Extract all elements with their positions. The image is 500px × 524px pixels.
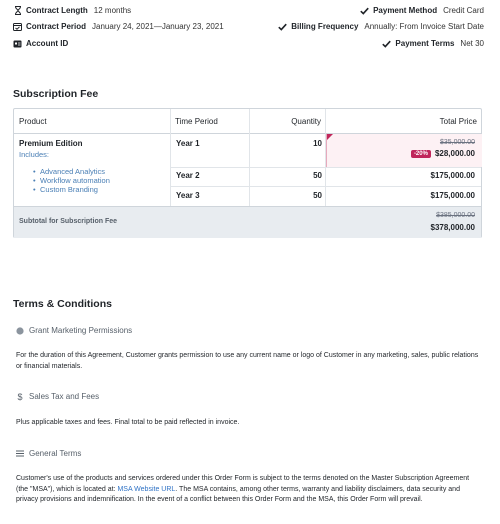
check-icon [360,6,369,15]
row-2-quantity: 50 [313,171,322,180]
discount-indicator [327,134,333,140]
contract-period-row [13,22,224,31]
payment-terms-value: Net 30 [460,39,484,48]
sales-tax-title: Sales Tax and Fees [29,392,100,401]
sales-tax-text: Plus applicable taxes and fees. Final total to be paid reflected in invoice. [16,419,240,426]
contract-length-row [13,6,131,15]
include-item: • Workflow automation [40,176,110,185]
column-header-product: Product [19,109,171,134]
contract-length-label: Contract Length [26,6,88,15]
discount-badge: -20% [411,150,431,158]
marketing-permissions-text: For the duration of this Agreement, Customer grants permission to use any current name or logo of Customer in any marketing, sales, public relations or financial materials. [16,352,479,370]
general-terms-text-start: Customer's use of the products and services ordered under this Order Form is subject to the terms denoted on the Master Subscription Agreement (the "MSA"), which is located at: [16,475,470,493]
check-icon [278,22,287,31]
row-3-price: $175,000.00 [430,191,475,200]
row-3-period: Year 3 [176,191,200,200]
subtotal-row [14,206,481,238]
row-divider [171,186,481,187]
general-terms-text-end: . The MSA contains, among other terms, warranty and liability disclaimers, data security and privacy provisions and indemnification. In the event of a conflict between this Order Form and the MSA, this Order Form will prevail. [16,485,460,503]
column-header-time-period: Time Period [175,109,250,134]
calendar-check-icon [13,22,22,31]
dollar-icon: $ [17,391,23,402]
sales-tax-heading [16,392,99,401]
row-2-price: $175,000.00 [430,171,475,180]
marketing-permissions-heading [16,326,132,335]
include-item: • Advanced Analytics [40,167,105,176]
payment-method-value: Credit Card [443,6,484,15]
order-meta [0,0,500,52]
column-header-total-price: Total Price [439,117,477,126]
contract-period-value: January 24, 2021—January 23, 2021 [92,22,224,31]
row-3-quantity: 50 [313,191,322,200]
circle-icon [16,327,24,335]
marketing-permissions-title: Grant Marketing Permissions [29,326,133,335]
terms-title: Terms & Conditions [13,298,112,310]
general-terms-heading [16,449,81,458]
product-name: Premium Edition [19,139,83,148]
account-id-label: Account ID [26,39,69,48]
payment-terms-row [382,39,484,48]
row-1-price-line [411,149,475,158]
subscription-table [13,108,482,238]
payment-method-label: Payment Method [373,6,438,15]
column-header-quantity: Quantity [250,109,326,134]
msa-website-link[interactable]: MSA Website URL [117,485,176,493]
subscription-fee-title: Subscription Fee [13,88,99,100]
subtotal-price: $378,000.00 [430,223,475,232]
row-1-period: Year 1 [176,139,200,148]
general-terms-text [16,474,482,506]
payment-method-row [360,6,484,15]
row-1-quantity: 10 [313,139,322,148]
list-icon [16,450,24,458]
general-terms-title: General Terms [29,449,82,458]
payment-terms-label: Payment Terms [395,39,455,48]
contract-length-value: 12 months [93,6,132,15]
row-1-price: $28,000.00 [434,149,475,158]
include-item: • Custom Branding [40,185,98,194]
subtotal-label: Subtotal for Subscription Fee [19,218,118,225]
billing-frequency-row [278,22,484,31]
includes-label: Includes: [19,150,50,159]
row-2-period: Year 2 [176,171,200,180]
row-1-original-price: $35,000.00 [439,139,475,146]
check-icon [382,39,391,48]
id-card-icon [13,39,22,48]
column-divider [170,134,171,206]
billing-frequency-label: Billing Frequency [291,22,359,31]
contract-period-label: Contract Period [26,22,87,31]
account-id-row [13,39,74,48]
subtotal-original-price: $385,000.00 [436,212,475,219]
hourglass-icon [13,6,22,15]
billing-frequency-value: Annually: From Invoice Start Date [364,22,484,31]
row-divider [171,167,481,168]
